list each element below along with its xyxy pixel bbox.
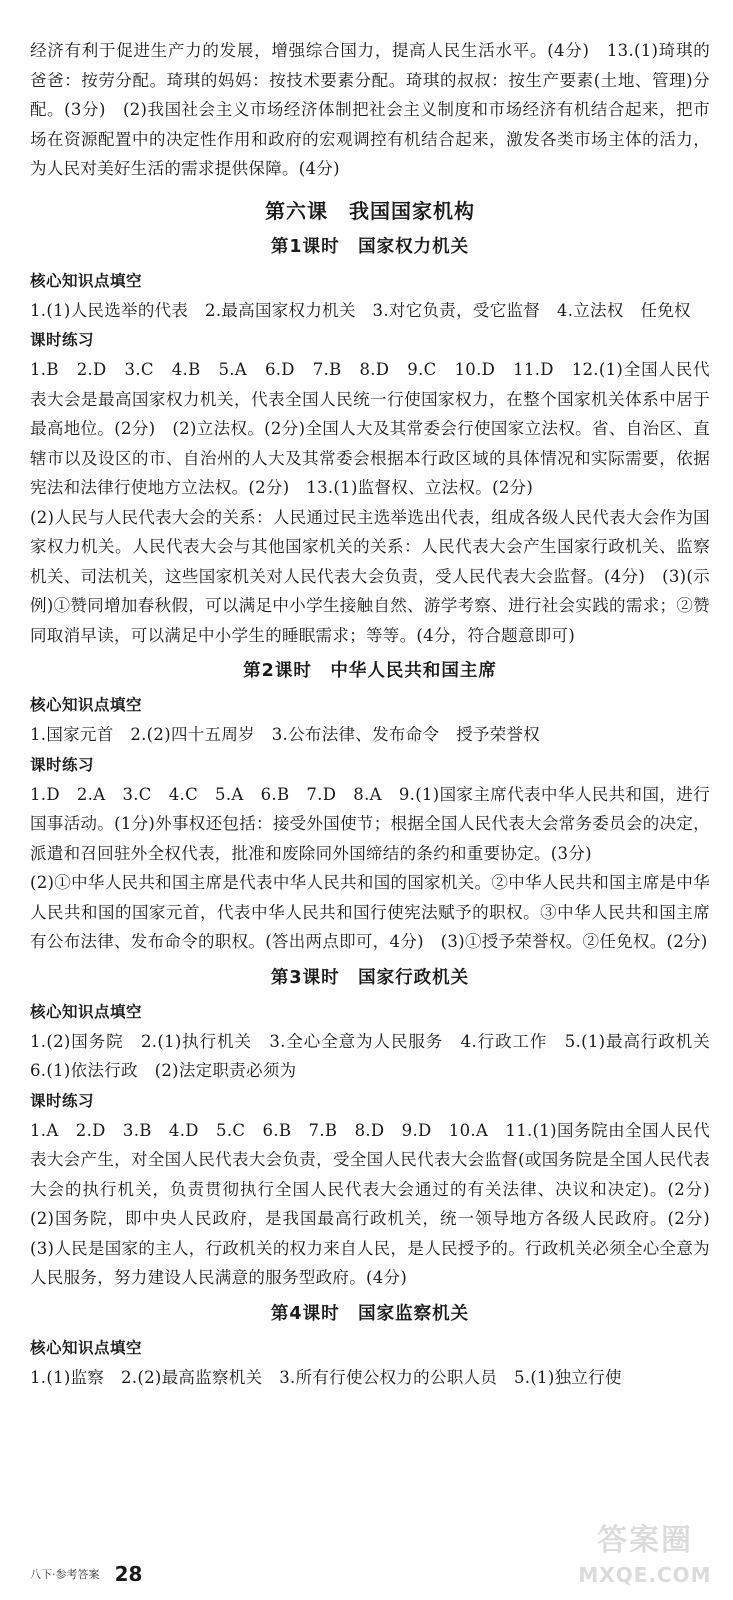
section-title: 第2课时 中华人民共和国主席 bbox=[243, 661, 497, 681]
block-label: 课时练习 bbox=[30, 331, 95, 349]
block-label: 核心知识点填空 bbox=[30, 1338, 143, 1357]
page-footer bbox=[30, 1562, 330, 1592]
answer-paragraph: 1.A 2.D 3.B 4.D 5.C 6.B 7.B 8.D 9.D 10.A 11.(1)国务院由全国人民代表大会产生，对全国人民代表大会负责，受全国人民代表大会监督(或国务院是全国人民代表大会的执行机关，负责贯彻执行全国人民代表大会通过的有关法律、决议和决定)。(2分) (2)国务院，即中央人民政府，是我国最高行政机关，统一领导地方各级人民政府。(2分) (3)人民是国家的主人，行政机关的权力来自人民，是人民授予的。行政机关必须全心全意为人民服务，努力建设人民满意的服务型政府。(4分) bbox=[30, 1120, 727, 1287]
page-number: 28 bbox=[114, 1562, 143, 1586]
block-label: 核心知识点填空 bbox=[30, 696, 143, 714]
answer-paragraph: 1.D 2.A 3.C 4.C 5.A 6.B 7.D 8.A 9.(1)国家主席代表中华人民共和国，进行国事活动。(1分)外事权还包括：接受外国使节；根据全国人民代表大会常务委员会的决定，派遣和召回驻外全权代表，批准和废除同外国缔结的条约和重要协定。(3分) bbox=[30, 784, 710, 863]
section-title: 第1课时 国家权力机关 bbox=[270, 236, 470, 257]
answer-paragraph: 1.(1)监察 2.(2)最高监察机关 3.所有行使公权力的公职人员 5.(1)独立行使 bbox=[30, 1367, 622, 1387]
answer-paragraph: 1.B 2.D 3.C 4.B 5.A 6.D 7.B 8.D 9.C 10.D 11.D 12.(1)全国人民代表大会是最高国家权力机关，代表全国人民统一行使国家权力，在整个国家机关体系中居于最高地位。(2分) (2)立法权。(2分)全国人大及其常委会行使国家立法权。省、自治区、直辖市以及设区的市、自治州的人大及其常委会根据本行政区域的具体情况和实际需要，依据宪法和法律行使地方立法权。(2分) 13.(1)监督权、立法权。(2分) bbox=[30, 360, 710, 497]
section-title: 第3课时 国家行政机关 bbox=[270, 967, 470, 988]
block-label: 核心知识点填空 bbox=[30, 271, 143, 290]
section-title: 第4课时 国家监察机关 bbox=[270, 1303, 470, 1324]
answer-paragraph: 1.国家元首 2.(2)四十五周岁 3.公布法律、发布命令 授予荣誉权 bbox=[30, 725, 541, 744]
watermark-logo-text: 答案圈 bbox=[597, 1523, 693, 1558]
answer-paragraph: (2)①中华人民共和国主席是代表中华人民共和国的国家机关。②中华人民共和国主席是中华人民共和国的国家元首，代表中华人民共和国行使宪法赋予的职权。③中华人民共和国主席有公布法律、发布命令的职权。(答出两点即可，4分) (3)①授予荣誉权。②任免权。(2分) bbox=[30, 873, 710, 951]
block-label: 核心知识点填空 bbox=[30, 1002, 143, 1021]
answer-paragraph: 经济有利于促进生产力的发展，增强综合国力，提高人民生活水平。(4分) 13.(1)琦琪的爸爸：按劳分配。琦琪的妈妈：按技术要素分配。琦琪的叔叔：按生产要素(土地、管理)分配。(3分) (2)我国社会主义市场经济体制把社会主义制度和市场经济有机结合起来，把市场在资源配置中的决定性作用和政府的宏观调控有机结合起来，激发各类市场主体的活力，为人民对美好生活的需求提供保障。(4分) bbox=[30, 41, 710, 178]
answer-paragraph: 1.(2)国务院 2.(1)执行机关 3.全心全意为人民服务 4.行政工作 5.(1)最高行政机关 6.(1)依法行政 (2)法定职责必须为 bbox=[30, 1031, 727, 1080]
answer-paragraph: (2)人民与人民代表大会的关系：人民通过民主选举选出代表，组成各级人民代表大会作为国家权力机关。人民代表大会与其他国家机关的关系：人民代表大会产生国家行政机关、监察机关、司法机关，这些国家机关对人民代表大会负责，受人民代表大会监督。(4分) (3)(示例)①赞同增加春秋假，可以满足中小学生接触自然、游学考察、进行社会实践的需求；②赞同取消早读，可以满足中小学生的睡眠需求；等等。(4分，符合题意即可) bbox=[30, 507, 710, 645]
watermark bbox=[560, 1515, 730, 1595]
footer-section-label: 八下·参考答案 bbox=[30, 1568, 100, 1581]
lesson-title: 第六课 我国国家机构 bbox=[265, 198, 475, 223]
block-label: 课时练习 bbox=[30, 755, 95, 774]
answer-document bbox=[30, 36, 727, 1392]
block-label: 课时练习 bbox=[30, 1091, 95, 1110]
watermark-url: MXQE.COM bbox=[578, 1563, 712, 1587]
answer-paragraph: 1.(1)人民选举的代表 2.最高国家权力机关 3.对它负责，受它监督 4.立法权 任免权 bbox=[30, 300, 691, 320]
